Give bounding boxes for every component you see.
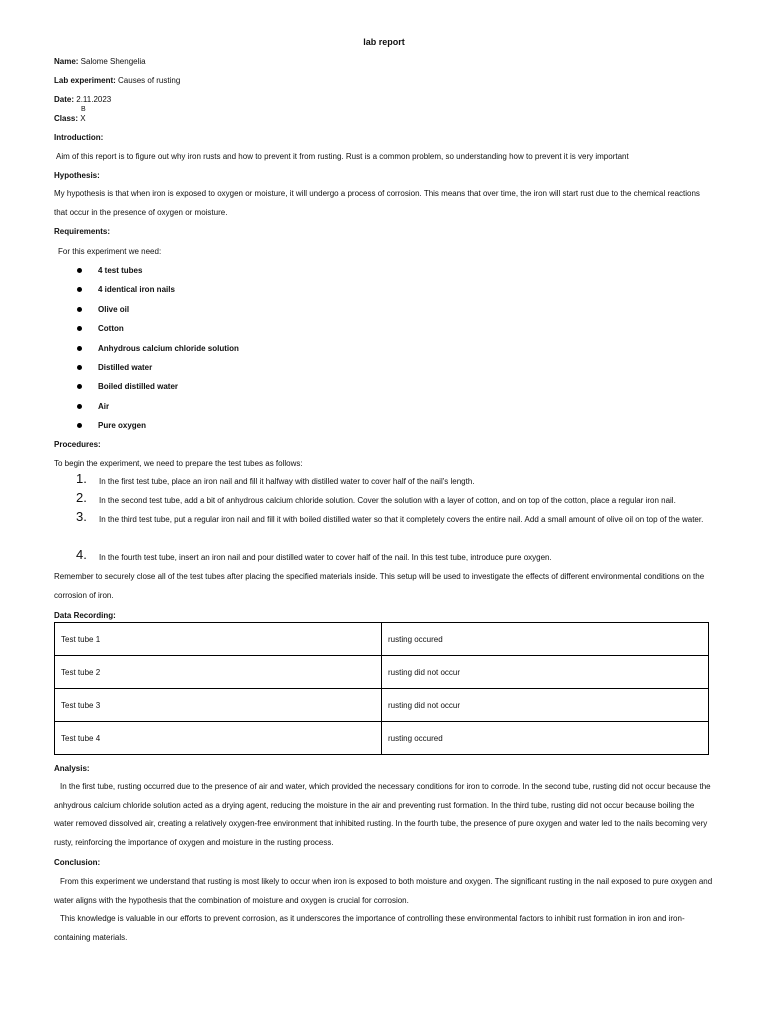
experiment-value: Causes of rusting <box>115 76 181 85</box>
bullet-icon <box>77 423 82 428</box>
table-row <box>55 656 709 689</box>
hypothesis-heading: Hypothesis: <box>54 171 100 180</box>
requirements-heading: Requirements: <box>54 227 111 236</box>
analysis-heading: Analysis: <box>54 764 90 773</box>
table-cell-result: rusting did not occur <box>382 656 709 689</box>
class-line <box>54 114 86 123</box>
bullet-icon <box>77 268 82 273</box>
bullet-icon <box>77 307 82 312</box>
introduction-heading: Introduction: <box>54 133 104 142</box>
procedures-intro: To begin the experiment, we need to prepare the test tubes as follows: <box>54 459 303 468</box>
step-text: In the first test tube, place an iron nail and fill it halfway with distilled water to cover half of the nail's length. <box>99 477 475 486</box>
table-cell-result: rusting did not occur <box>382 689 709 722</box>
date-line <box>54 95 111 104</box>
class-value: X <box>78 114 86 123</box>
bullet-icon <box>77 404 82 409</box>
step-number: 4. <box>76 547 87 562</box>
document-page: lab report Name: Salome Shengelia Lab experiment: Causes of rusting Date: 2.11.2023 B Class: X Introduction: Aim of this report is to figure out why iron rusts and how to prevent it from rusting. Rust is a common problem, so understanding how to prevent it is very important Hypothesis: My hypothesis is that when iron is exposed to oxygen or moisture, it will undergo a process of corrosion. This means that over time, the iron will start rust due to the chemical reactions that occur in the presence of oxygen or moisture. Requirements: For this experiment we need: 4 test tubes 4 identical iron nails Olive oil Cotton Anhydrous calcium chloride solution Distilled water Boiled distilled water Air Pure oxygen Procedures: To begin the experiment, we need to prepare the test tubes as follows: 1. In the first test tube, place an iron nail and fill it halfway with distilled water to cover half of the nail's length. 2. In the second test tube, add a bit of anhydrous calcium chloride solution. Cover the solution with a layer of cotton, and on top of the cotton, place a regular iron nail. 3. In the third test tube, put a regular iron nail and fill it with boiled distilled water so that it completely covers the entire nail. Add a small amount of olive oil on top of the water. 4. In the fourth test tube, insert an iron nail and pour distilled water to cover half of the nail. In this test tube, introduce pure oxygen. Remember to securely close all of the test tubes after placing the specified materials inside. This setup will be used to investigate the effects of different environmental conditions on the corrosion of iron. Data Recording: Test tube 1 rusting occured Test tube 2 rusting did not occur Test tube 3 rusting did not occur Test tube 4 rusting occured Analysis: In the first tube, rusting occurred due to the presence of air and water, which provided the necessary conditions for iron to corrode. In the second tube, rusting did not occur because the anhydrous calcium chloride solution acted as a drying agent, reducing the moisture in the air and preventing rust formation. In the third tube, rusting did not occur because boiling the water removed dissolved air, creating a relatively oxygen-free environment that inhibited rusting. In the fourth tube, the presence of pure oxygen and water led to the nails becoming very rusty, reinforcing the importance of oxygen and moisture in the rusting process. Conclusion: From this experiment we understand that rusting is most likely to occur when iron is exposed to both moisture and oxygen. The significant rusting in the nail exposed to pure oxygen and water aligns with the hypothesis that the combination of moisture and oxygen is crucial for corrosion. This knowledge is valuable in our efforts to prevent corrosion, as it underscores the importance of controlling these environmental factors to inhibit rust formation in iron and iron-containing materials. <box>0 0 768 1024</box>
name-line <box>54 57 146 66</box>
step-text: In the fourth test tube, insert an iron nail and pour distilled water to cover half of the nail. In this test tube, introduce pure oxygen. <box>99 553 552 562</box>
table-cell-tube: Test tube 3 <box>55 689 382 722</box>
table-cell-tube: Test tube 2 <box>55 656 382 689</box>
conclusion-heading: Conclusion: <box>54 858 101 867</box>
table-cell-tube: Test tube 1 <box>55 623 382 656</box>
date-label: Date: <box>54 95 75 104</box>
class-letter: B <box>81 106 86 113</box>
hypothesis-text: My hypothesis is that when iron is exposed to oxygen or moisture, it will undergo a process of corrosion. This means that over time, the iron will start rust due to the chemical reactions that occur in the presence of oxygen or moisture. <box>54 189 700 217</box>
name-label: Name: <box>54 57 79 66</box>
name-value: Salome Shengelia <box>78 57 146 66</box>
step-number: 2. <box>76 490 87 505</box>
table-cell-result: rusting occured <box>382 722 709 755</box>
step-text: In the third test tube, put a regular iron nail and fill it with boiled distilled water so that it completely covers the entire nail. Add a small amount of olive oil on top of the water. <box>99 515 704 524</box>
step-number: 1. <box>76 471 87 486</box>
bullet-icon <box>77 365 82 370</box>
page-title: lab report <box>363 37 405 47</box>
table-row <box>55 722 709 755</box>
step-text: In the second test tube, add a bit of anhydrous calcium chloride solution. Cover the solution with a layer of cotton, and on top of the cotton, place a regular iron nail. <box>99 496 676 505</box>
table-row <box>55 689 709 722</box>
experiment-label: Lab experiment: <box>54 76 116 85</box>
conclusion-text-2: This knowledge is valuable in our efforts to prevent corrosion, as it underscores the importance of controlling these environmental factors to inhibit rust formation in iron and iron-containing materials. <box>54 914 685 942</box>
date-value: 2.11.2023 <box>74 95 112 104</box>
bullet-icon <box>77 326 82 331</box>
data-table <box>54 622 709 755</box>
step-number: 3. <box>76 509 87 524</box>
bullet-icon <box>77 346 82 351</box>
procedures-heading: Procedures: <box>54 440 101 449</box>
bullet-icon <box>77 287 82 292</box>
table-cell-tube: Test tube 4 <box>55 722 382 755</box>
conclusion-text-1: From this experiment we understand that rusting is most likely to occur when iron is exposed to both moisture and oxygen. The significant rusting in the nail exposed to pure oxygen and water aligns with the hypothesis that the combination of moisture and oxygen is crucial for corrosion. <box>54 877 713 905</box>
procedures-closing: Remember to securely close all of the test tubes after placing the specified materials inside. This setup will be used to investigate the effects of different environmental conditions on the corrosion of iron. <box>54 572 705 600</box>
requirements-intro: For this experiment we need: <box>58 247 162 256</box>
bullet-icon <box>77 384 82 389</box>
class-label: Class: <box>54 114 79 123</box>
introduction-text: Aim of this report is to figure out why iron rusts and how to prevent it from rusting. Rust is a common problem, so understanding how to prevent it is very important <box>56 152 629 161</box>
table-row <box>55 623 709 656</box>
analysis-text: In the first tube, rusting occurred due to the presence of air and water, which provided the necessary conditions for iron to corrode. In the second tube, rusting did not occur because the anhydrous calcium chloride solution acted as a drying agent, reducing the moisture in the air and preventing rust formation. In the third tube, rusting did not occur because boiling the water removed dissolved air, creating a relatively oxygen-free environment that inhibited rusting. In the fourth tube, the presence of pure oxygen and water led to the nails becoming very rusty, reinforcing the importance of oxygen and moisture in the rusting process. <box>54 782 711 847</box>
table-cell-result: rusting occured <box>382 623 709 656</box>
experiment-line <box>54 76 180 85</box>
data-recording-heading: Data Recording: <box>54 611 116 620</box>
